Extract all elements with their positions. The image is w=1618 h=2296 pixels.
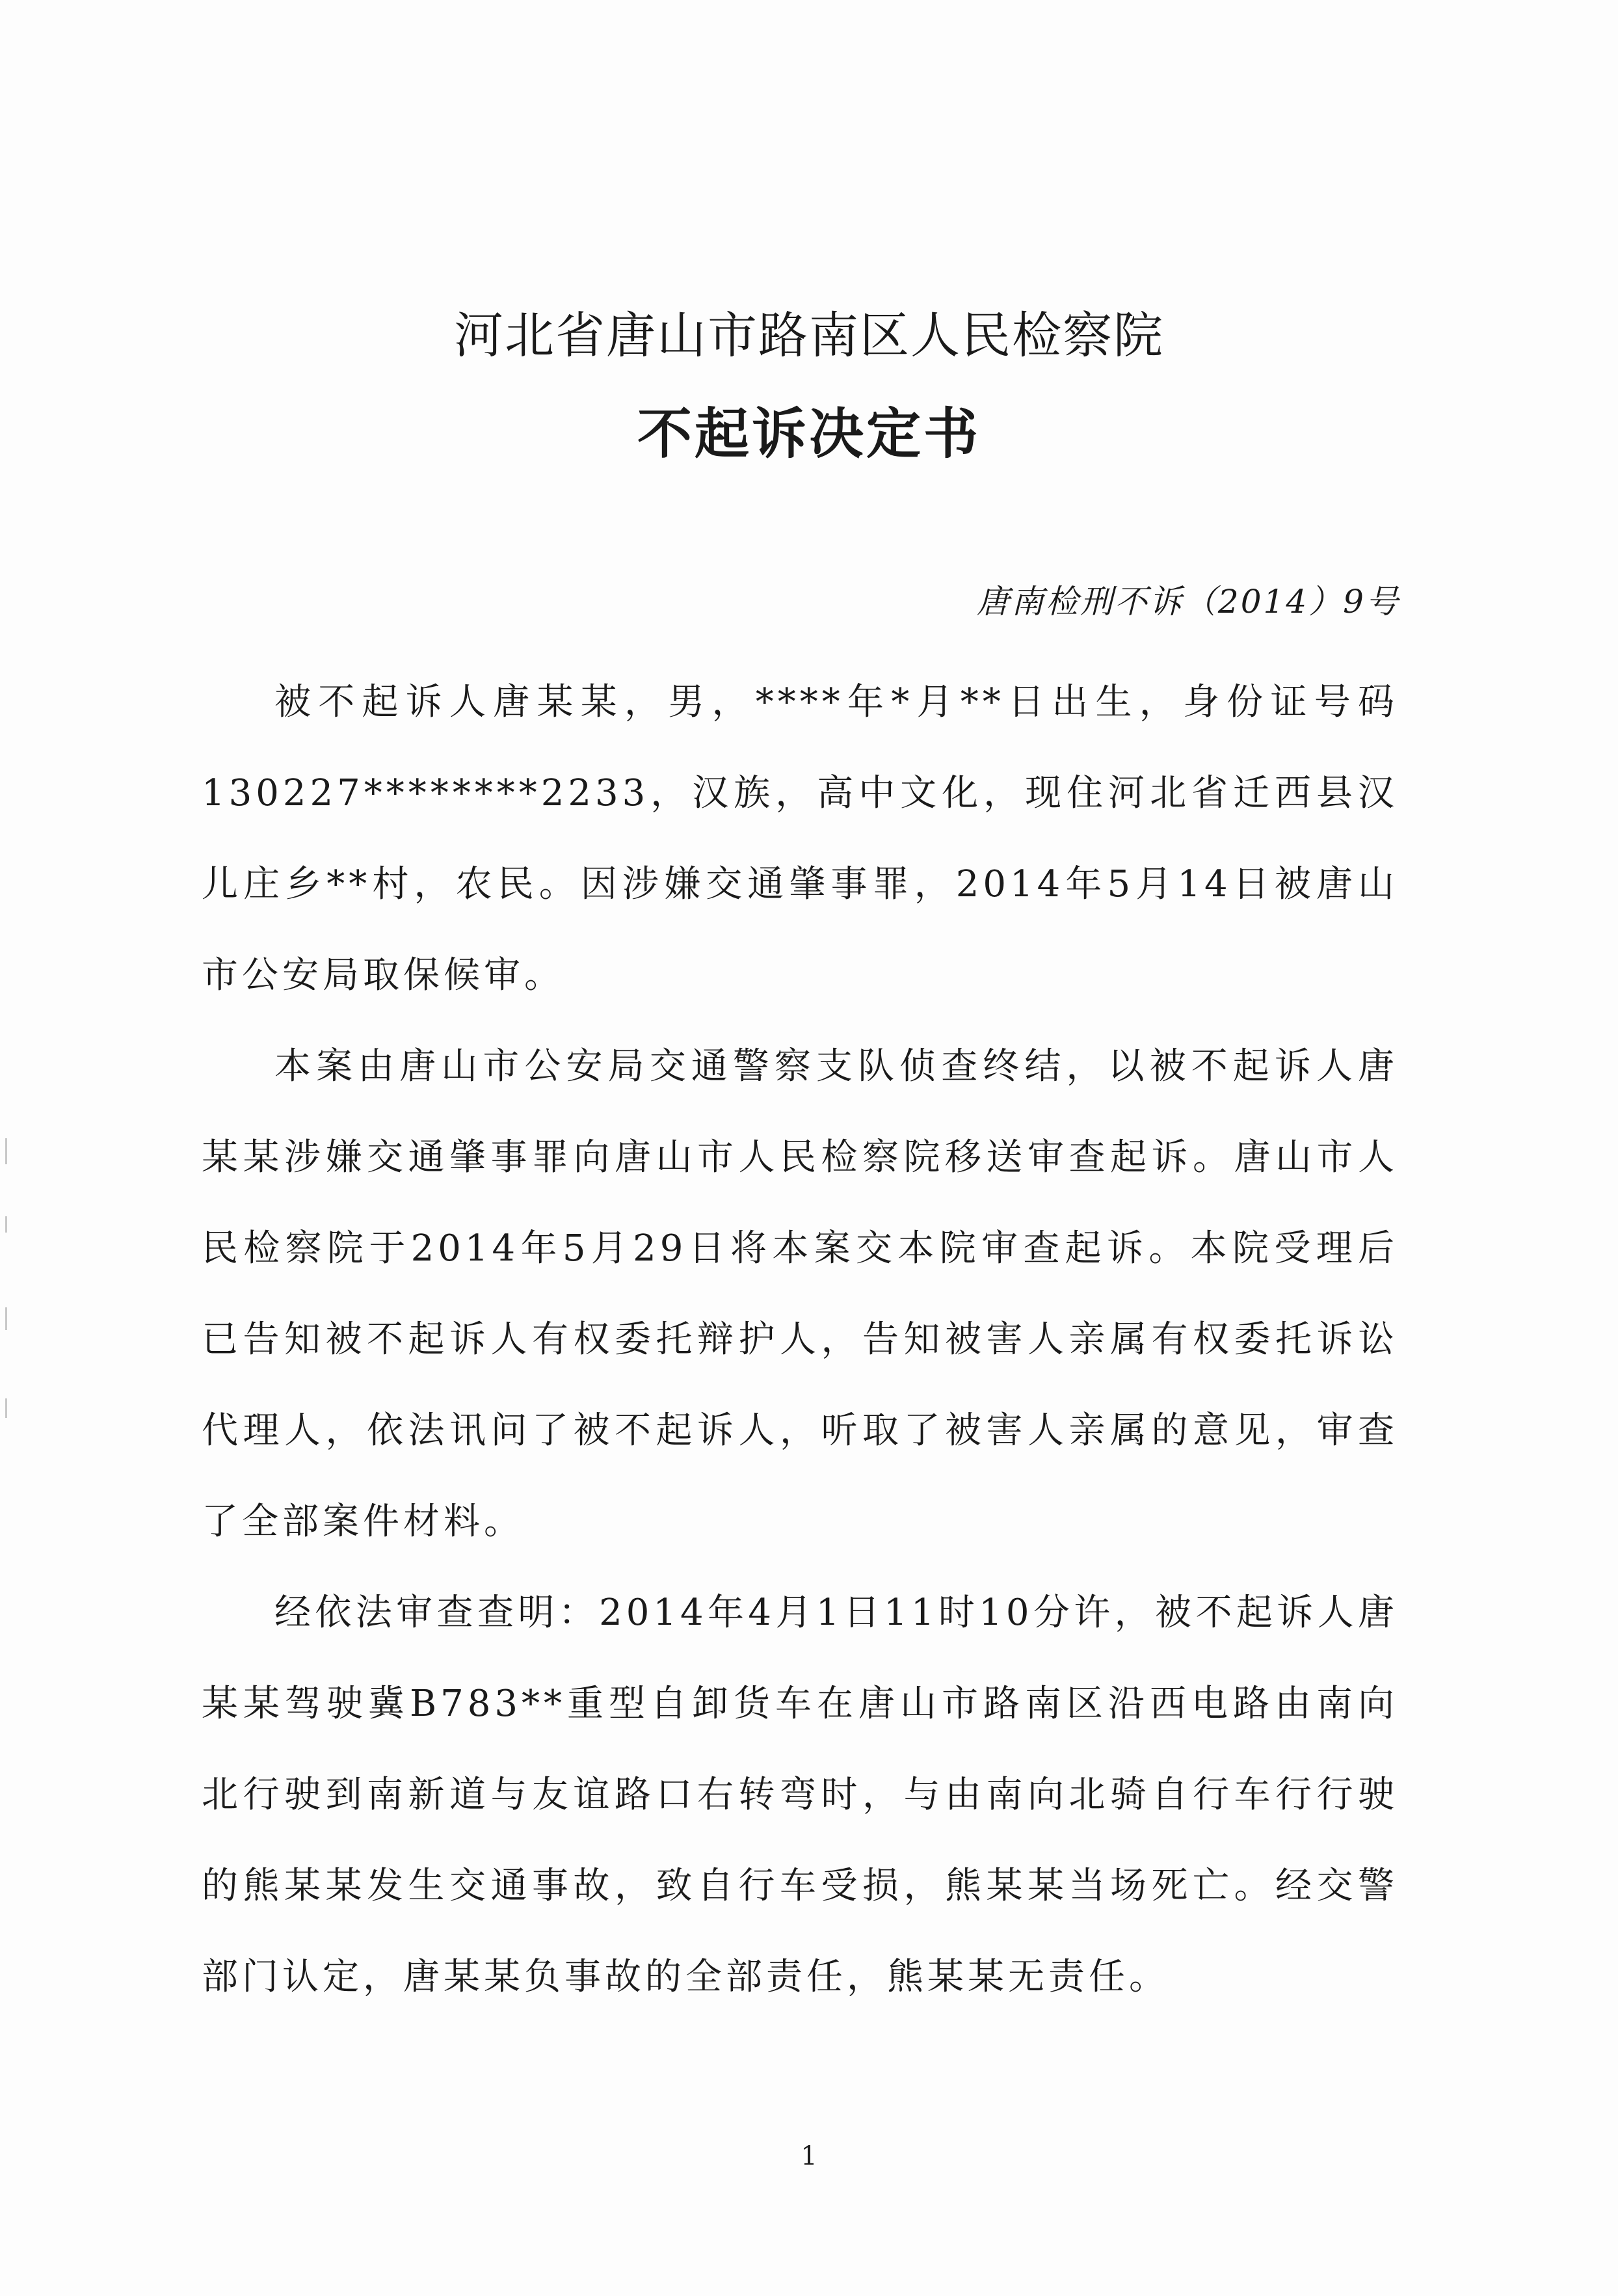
paragraph-facts: 经依法审查查明：2014年4月1日11时10分许，被不起诉人唐某某驾驶冀B783**重型自卸货车在唐山市路南区沿西电路由南向北行驶到南新道与友谊路口右转弯时，与由南向北骑自行车行行驶的熊某某发生交通事故，致自行车受损，熊某某当场死亡。经交警部门认定，唐某某负事故的全部责任，熊某某无责任。 — [202, 1592, 1398, 1998]
scan-edge-marks — [0, 1138, 20, 1463]
page-number: 1 — [801, 2141, 817, 2171]
document-number: 唐南检刑不诉（2014）9号 — [976, 583, 1400, 621]
document-body — [202, 657, 1398, 2023]
paragraph-defendant-info: 被不起诉人唐某某，男，****年*月**日出生，身份证号码130227********2233，汉族，高中文化，现住河北省迁西县汉儿庄乡**村，农民。因涉嫌交通肇事罪，2014年5月14日被唐山市公安局取保候审。 — [202, 681, 1398, 996]
paragraph-case-procedure: 本案由唐山市公安局交通警察支队侦查终结，以被不起诉人唐某某涉嫌交通肇事罪向唐山市人民检察院移送审查起诉。唐山市人民检察院于2014年5月29日将本案交本院审查起诉。本院受理后已告知被不起诉人有权委托辩护人，告知被害人亲属有权委托诉讼代理人，依法讯问了被不起诉人，听取了被害人亲属的意见，审查了全部案件材料。 — [202, 1045, 1398, 1543]
document-title: 不起诉决定书 — [637, 402, 981, 466]
organization-title: 河北省唐山市路南区人民检察院 — [454, 306, 1164, 364]
